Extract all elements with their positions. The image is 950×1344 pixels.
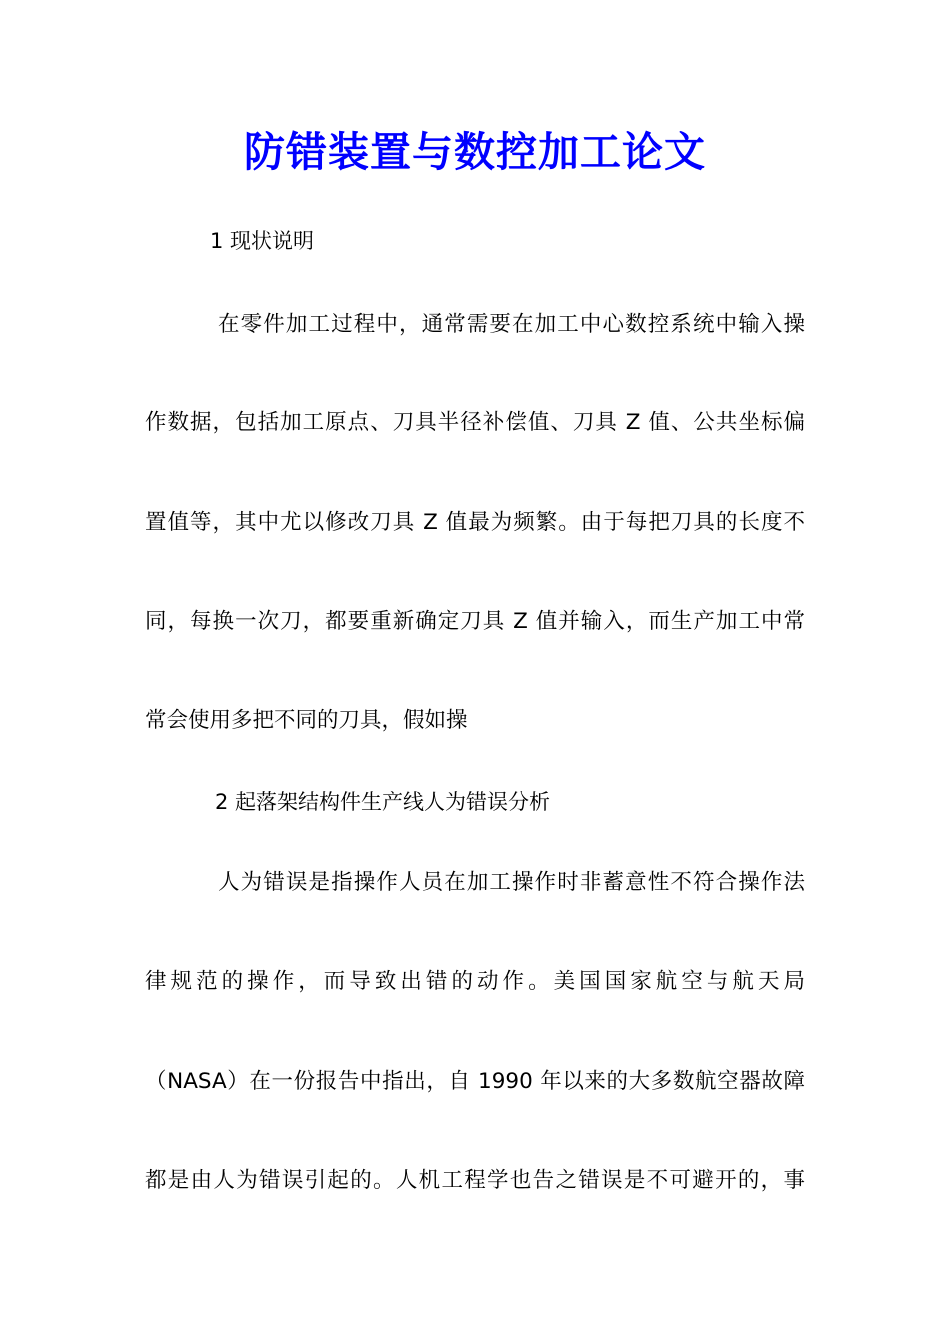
paragraph-1-line-2: 作数据，包括加工原点、刀具半径补偿值、刀具 Z 值、公共坐标偏 <box>145 410 805 435</box>
paragraph-1-line-5: 常会使用多把不同的刀具，假如操 <box>145 708 468 733</box>
document-title: 防错装置与数控加工论文 <box>244 128 706 176</box>
paragraph-2-line-3: （NASA）在一份报告中指出，自 1990 年以来的大多数航空器故障 <box>145 1069 805 1094</box>
paragraph-1-line-4: 同，每换一次刀，都要重新确定刀具 Z 值并输入，而生产加工中常 <box>145 609 805 634</box>
paragraph-1-line-3: 置值等，其中尤以修改刀具 Z 值最为频繁。由于每把刀具的长度不 <box>145 510 805 535</box>
paragraph-2-line-4: 都是由人为错误引起的。人机工程学也告之错误是不可避开的，事 <box>145 1168 805 1193</box>
section-heading-1: 1 现状说明 <box>210 229 315 253</box>
paragraph-2-line-1: 人为错误是指操作人员在加工操作时非蓄意性不符合操作法 <box>218 870 805 895</box>
paragraph-2-line-2: 律规范的操作，而导致出错的动作。美国国家航空与航天局 <box>145 969 805 994</box>
paragraph-1-line-1: 在零件加工过程中，通常需要在加工中心数控系统中输入操 <box>218 312 805 337</box>
section-heading-2: 2 起落架结构件生产线人为错误分析 <box>215 790 551 814</box>
